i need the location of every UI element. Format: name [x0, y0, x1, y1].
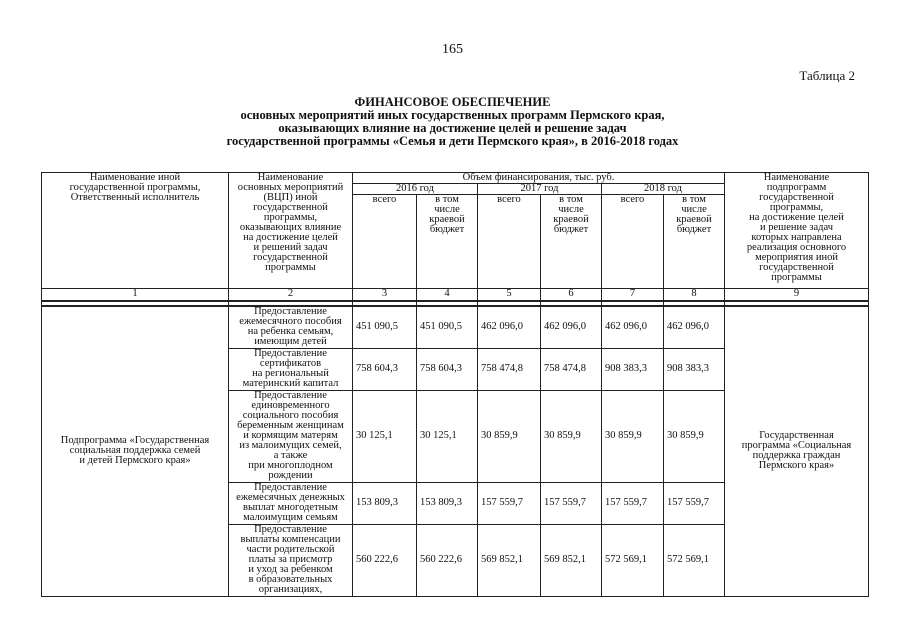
value-cell: 30 859,9 — [478, 390, 541, 482]
column-number: 5 — [478, 289, 541, 302]
column-number-row — [42, 289, 869, 302]
header-subprogram-name: Наименование подпрограмм государственной программы, на достижение целей и решение задач которых направлена реализация основного мероприятия иной государственной программы — [725, 173, 869, 289]
value-cell: 758 604,3 — [353, 348, 417, 390]
header-program-name: Наименование иной государственной программы, Ответственный исполнитель — [42, 173, 229, 289]
value-cell: 572 569,1 — [664, 524, 725, 596]
column-number: 1 — [42, 289, 229, 302]
column-number: 6 — [541, 289, 602, 302]
header-year-2016: 2016 год — [353, 184, 478, 195]
value-cell: 30 859,9 — [541, 390, 602, 482]
header-activity-name: Наименование основных мероприятий (ВЦП) иной государственной программы, оказывающих влияние на достижение целей и решений задач государственной программы — [229, 173, 353, 289]
header-2018-regional: в том числе краевой бюджет — [664, 195, 725, 289]
title-line-2: основных мероприятий иных государственных программ Пермского края, — [240, 108, 665, 122]
activity-cell: Предоставление выплаты компенсации части родительской платы за присмотр и уход за ребенком в образовательных организациях, — [229, 524, 353, 596]
value-cell: 462 096,0 — [664, 306, 725, 348]
funding-table — [41, 172, 869, 597]
header-funding: Объем финансирования, тыс. руб. — [353, 173, 725, 184]
value-cell: 572 569,1 — [602, 524, 664, 596]
value-cell: 157 559,7 — [478, 482, 541, 524]
value-cell: 569 852,1 — [478, 524, 541, 596]
header-2016-total: всего — [353, 195, 417, 289]
title-line-3: оказывающих влияние на достижение целей и решение задач — [278, 121, 627, 135]
table-label: Таблица 2 — [799, 68, 855, 83]
header-2017-total: всего — [478, 195, 541, 289]
value-cell: 30 125,1 — [417, 390, 478, 482]
table-row — [42, 306, 869, 348]
table-title — [0, 96, 905, 148]
value-cell: 462 096,0 — [541, 306, 602, 348]
value-cell: 153 809,3 — [353, 482, 417, 524]
value-cell: 758 474,8 — [541, 348, 602, 390]
header-2018-total: всего — [602, 195, 664, 289]
value-cell: 157 559,7 — [664, 482, 725, 524]
value-cell: 908 383,3 — [664, 348, 725, 390]
program-name-cell: Подпрограмма «Государственная социальная поддержка семей и детей Пермского края» — [42, 306, 229, 596]
subprogram-name-cell: Государственная программа «Социальная поддержка граждан Пермского края» — [725, 306, 869, 596]
header-year-2018: 2018 год — [602, 184, 725, 195]
header-year-2017: 2017 год — [478, 184, 602, 195]
column-number: 7 — [602, 289, 664, 302]
title-line-1: ФИНАНСОВОЕ ОБЕСПЕЧЕНИЕ — [354, 95, 551, 109]
value-cell: 157 559,7 — [541, 482, 602, 524]
value-cell: 153 809,3 — [417, 482, 478, 524]
value-cell: 908 383,3 — [602, 348, 664, 390]
value-cell: 758 604,3 — [417, 348, 478, 390]
title-line-4: государственной программы «Семья и дети Пермского края», в 2016-2018 годах — [226, 134, 679, 148]
page-number: 165 — [442, 42, 463, 57]
value-cell: 30 859,9 — [664, 390, 725, 482]
activity-cell: Предоставление сертификатов на региональный материнский капитал — [229, 348, 353, 390]
value-cell: 569 852,1 — [541, 524, 602, 596]
value-cell: 462 096,0 — [602, 306, 664, 348]
value-cell: 451 090,5 — [417, 306, 478, 348]
value-cell: 157 559,7 — [602, 482, 664, 524]
value-cell: 30 859,9 — [602, 390, 664, 482]
value-cell: 462 096,0 — [478, 306, 541, 348]
value-cell: 451 090,5 — [353, 306, 417, 348]
column-number: 9 — [725, 289, 869, 302]
header-row-1 — [42, 173, 869, 184]
header-2017-regional: в том числе краевой бюджет — [541, 195, 602, 289]
column-number: 3 — [353, 289, 417, 302]
column-number: 2 — [229, 289, 353, 302]
value-cell: 560 222,6 — [353, 524, 417, 596]
activity-cell: Предоставление ежемесячного пособия на ребенка семьям, имеющим детей — [229, 306, 353, 348]
header-2016-regional: в том числе краевой бюджет — [417, 195, 478, 289]
column-number: 4 — [417, 289, 478, 302]
value-cell: 758 474,8 — [478, 348, 541, 390]
activity-cell: Предоставление ежемесячных денежных выплат многодетным малоимущим семьям — [229, 482, 353, 524]
value-cell: 30 125,1 — [353, 390, 417, 482]
column-number: 8 — [664, 289, 725, 302]
value-cell: 560 222,6 — [417, 524, 478, 596]
activity-cell: Предоставление единовременного социального пособия беременным женщинам и кормящим матерям из малоимущих семей, а также при многоплодном рождении — [229, 390, 353, 482]
